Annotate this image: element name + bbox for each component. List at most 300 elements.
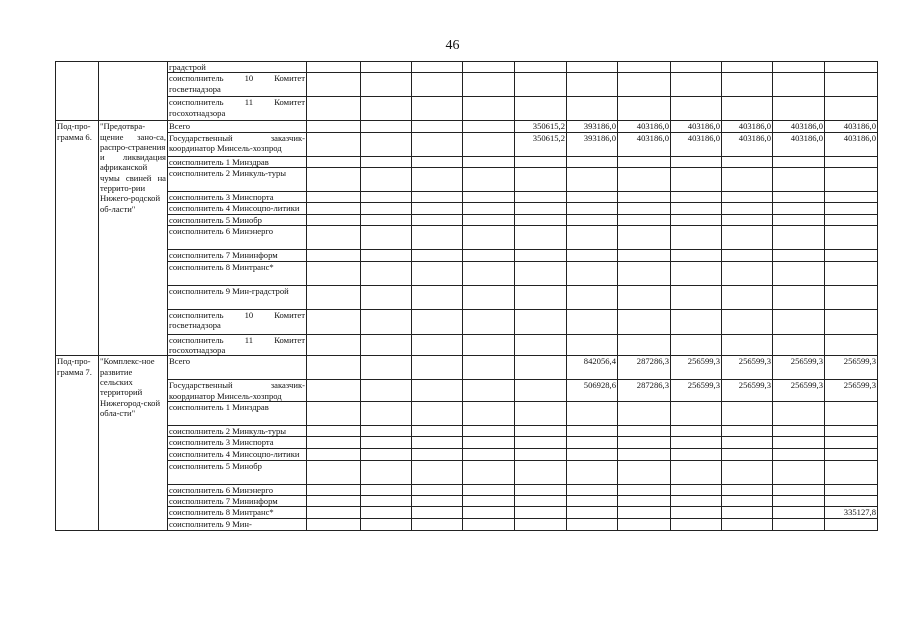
empty-cell	[671, 261, 722, 285]
empty-cell	[307, 62, 361, 73]
responsible-cell: соисполнитель 9 Мин-градстрой	[168, 285, 307, 309]
empty-cell	[618, 460, 671, 484]
empty-cell	[307, 507, 361, 519]
empty-cell	[361, 250, 412, 261]
empty-cell	[307, 380, 361, 402]
empty-cell	[307, 250, 361, 261]
empty-cell	[671, 460, 722, 484]
empty-cell	[567, 401, 618, 425]
value-cell: 506928,6	[567, 380, 618, 402]
empty-cell	[361, 97, 412, 121]
value-cell: 403186,0	[671, 121, 722, 132]
empty-cell	[671, 437, 722, 449]
empty-cell	[361, 62, 412, 73]
empty-cell	[671, 73, 722, 97]
empty-cell	[567, 507, 618, 519]
empty-cell	[361, 73, 412, 97]
empty-cell	[671, 191, 722, 202]
empty-cell	[773, 484, 825, 495]
empty-cell	[515, 156, 567, 167]
empty-cell	[463, 334, 515, 356]
empty-cell	[618, 73, 671, 97]
empty-cell	[671, 334, 722, 356]
table-row	[56, 132, 878, 156]
empty-cell	[412, 507, 463, 519]
empty-cell	[773, 261, 825, 285]
empty-cell	[463, 203, 515, 215]
table-row	[56, 495, 878, 506]
empty-cell	[361, 484, 412, 495]
value-cell: 256599,3	[722, 380, 773, 402]
empty-cell	[825, 401, 878, 425]
empty-cell	[773, 460, 825, 484]
empty-cell	[825, 285, 878, 309]
empty-cell	[463, 356, 515, 380]
table-row	[56, 62, 878, 73]
empty-cell	[618, 401, 671, 425]
empty-cell	[515, 191, 567, 202]
responsible-cell: соисполнитель 1 Минздрав	[168, 156, 307, 167]
empty-cell	[825, 334, 878, 356]
value-cell: 393186,0	[567, 121, 618, 132]
value-cell: 403186,0	[773, 132, 825, 156]
empty-cell	[618, 495, 671, 506]
empty-cell	[773, 334, 825, 356]
empty-cell	[361, 334, 412, 356]
empty-cell	[567, 495, 618, 506]
empty-cell	[567, 167, 618, 191]
empty-cell	[567, 334, 618, 356]
empty-cell	[412, 226, 463, 250]
empty-cell	[463, 507, 515, 519]
empty-cell	[825, 203, 878, 215]
value-cell: 393186,0	[567, 132, 618, 156]
empty-cell	[825, 261, 878, 285]
table-row	[56, 437, 878, 449]
empty-cell	[515, 250, 567, 261]
empty-cell	[515, 460, 567, 484]
empty-cell	[618, 215, 671, 226]
empty-cell	[515, 285, 567, 309]
empty-cell	[361, 437, 412, 449]
empty-cell	[618, 226, 671, 250]
empty-cell	[361, 401, 412, 425]
empty-cell	[515, 309, 567, 334]
empty-cell	[671, 226, 722, 250]
responsible-cell: Государственный заказчик-координатор Минсель-хозпрод	[169, 380, 305, 401]
empty-cell	[722, 73, 773, 97]
empty-cell	[463, 62, 515, 73]
empty-cell	[307, 356, 361, 380]
empty-cell	[515, 97, 567, 121]
empty-cell	[412, 250, 463, 261]
responsible-cell: соисполнитель 4 Минсоцпо-литики	[168, 203, 307, 215]
table-row	[56, 261, 878, 285]
empty-cell	[722, 191, 773, 202]
empty-cell	[307, 437, 361, 449]
empty-cell	[773, 203, 825, 215]
responsible-cell: соисполнитель 3 Минспорта	[168, 437, 307, 449]
empty-cell	[412, 203, 463, 215]
empty-cell	[412, 334, 463, 356]
responsible-cell: соисполнитель 11 Комитет госохотнадзора	[168, 97, 307, 121]
responsible-cell: соисполнитель 3 Минспорта	[168, 191, 307, 202]
empty-cell	[463, 261, 515, 285]
empty-cell	[361, 380, 412, 402]
table-row	[56, 401, 878, 425]
value-cell: 256599,3	[671, 380, 722, 402]
table-row	[56, 250, 878, 261]
empty-cell	[618, 203, 671, 215]
empty-cell	[618, 425, 671, 436]
empty-cell	[463, 132, 515, 156]
empty-cell	[412, 495, 463, 506]
empty-cell	[722, 309, 773, 334]
value-cell: 256599,3	[773, 356, 825, 380]
table-row	[56, 334, 878, 356]
empty-cell	[722, 167, 773, 191]
empty-cell	[463, 449, 515, 460]
empty-cell	[307, 519, 361, 531]
empty-cell	[463, 97, 515, 121]
value-cell: 403186,0	[773, 121, 825, 132]
empty-cell	[307, 191, 361, 202]
empty-cell	[618, 261, 671, 285]
empty-cell	[463, 460, 515, 484]
empty-cell	[412, 156, 463, 167]
empty-cell	[463, 285, 515, 309]
empty-cell	[307, 449, 361, 460]
empty-cell	[825, 62, 878, 73]
value-cell: 287286,3	[618, 356, 671, 380]
responsible-cell: соисполнитель 5 Минобр	[168, 215, 307, 226]
empty-cell	[618, 156, 671, 167]
empty-cell	[618, 484, 671, 495]
empty-cell	[412, 261, 463, 285]
empty-cell	[722, 250, 773, 261]
empty-cell	[412, 97, 463, 121]
value-cell: 256599,3	[671, 356, 722, 380]
empty-cell	[361, 460, 412, 484]
empty-cell	[722, 203, 773, 215]
empty-cell	[671, 167, 722, 191]
empty-cell	[722, 519, 773, 531]
empty-cell	[722, 97, 773, 121]
empty-cell	[412, 484, 463, 495]
empty-cell	[773, 285, 825, 309]
table-row	[56, 226, 878, 250]
table-row	[56, 380, 878, 402]
value-cell: 335127,8	[825, 507, 878, 519]
empty-cell	[825, 425, 878, 436]
empty-cell	[412, 132, 463, 156]
empty-cell	[515, 437, 567, 449]
empty-cell	[463, 226, 515, 250]
empty-cell	[722, 226, 773, 250]
empty-cell	[361, 191, 412, 202]
empty-cell	[567, 460, 618, 484]
table-row	[56, 460, 878, 484]
empty-cell	[412, 449, 463, 460]
empty-cell	[361, 495, 412, 506]
empty-cell	[515, 425, 567, 436]
empty-cell	[412, 437, 463, 449]
empty-cell	[361, 285, 412, 309]
empty-cell	[515, 334, 567, 356]
empty-cell	[515, 484, 567, 495]
empty-cell	[671, 401, 722, 425]
empty-cell	[773, 449, 825, 460]
empty-cell	[307, 226, 361, 250]
empty-cell	[722, 460, 773, 484]
program-label-cell	[56, 62, 99, 121]
empty-cell	[567, 309, 618, 334]
empty-cell	[515, 401, 567, 425]
empty-cell	[412, 215, 463, 226]
table-row	[56, 356, 878, 380]
value-cell: 403186,0	[722, 132, 773, 156]
empty-cell	[515, 507, 567, 519]
empty-cell	[361, 425, 412, 436]
empty-cell	[412, 380, 463, 402]
empty-cell	[515, 380, 567, 402]
empty-cell	[671, 62, 722, 73]
responsible-cell: соисполнитель 4 Минсоцпо-литики	[168, 449, 307, 460]
empty-cell	[412, 309, 463, 334]
empty-cell	[773, 401, 825, 425]
empty-cell	[825, 226, 878, 250]
empty-cell	[412, 425, 463, 436]
empty-cell	[463, 121, 515, 132]
value-cell: 256599,3	[825, 356, 878, 380]
empty-cell	[825, 309, 878, 334]
empty-cell	[515, 519, 567, 531]
empty-cell	[463, 73, 515, 97]
empty-cell	[412, 460, 463, 484]
responsible-cell: соисполнитель 10 Комитет госветнадзора	[168, 309, 307, 334]
empty-cell	[307, 484, 361, 495]
empty-cell	[567, 97, 618, 121]
empty-cell	[361, 132, 412, 156]
empty-cell	[773, 519, 825, 531]
empty-cell	[515, 73, 567, 97]
responsible-cell: соисполнитель 2 Минкуль-туры	[168, 425, 307, 436]
responsible-cell: градстрой	[168, 62, 307, 73]
value-cell: 403186,0	[825, 132, 878, 156]
empty-cell	[567, 519, 618, 531]
responsible-cell: соисполнитель 5 Минобр	[168, 460, 307, 484]
empty-cell	[671, 285, 722, 309]
empty-cell	[773, 437, 825, 449]
empty-cell	[412, 401, 463, 425]
empty-cell	[671, 250, 722, 261]
empty-cell	[671, 495, 722, 506]
empty-cell	[825, 460, 878, 484]
empty-cell	[412, 191, 463, 202]
table-row	[56, 121, 878, 132]
table-row	[56, 519, 878, 531]
empty-cell	[463, 156, 515, 167]
empty-cell	[463, 484, 515, 495]
empty-cell	[671, 425, 722, 436]
empty-cell	[567, 203, 618, 215]
empty-cell	[722, 334, 773, 356]
empty-cell	[722, 495, 773, 506]
empty-cell	[463, 250, 515, 261]
empty-cell	[567, 62, 618, 73]
empty-cell	[567, 226, 618, 250]
empty-cell	[618, 334, 671, 356]
empty-cell	[773, 191, 825, 202]
empty-cell	[463, 191, 515, 202]
empty-cell	[307, 334, 361, 356]
empty-cell	[307, 132, 361, 156]
program-name-cell: "Комплекс-ное развитие сельских территорий Нижегород-ской обла-сти"	[99, 356, 168, 531]
empty-cell	[825, 495, 878, 506]
empty-cell	[722, 425, 773, 436]
empty-cell	[412, 285, 463, 309]
empty-cell	[825, 484, 878, 495]
empty-cell	[412, 356, 463, 380]
empty-cell	[463, 215, 515, 226]
empty-cell	[722, 507, 773, 519]
empty-cell	[773, 156, 825, 167]
empty-cell	[412, 519, 463, 531]
value-cell: 403186,0	[618, 121, 671, 132]
empty-cell	[515, 449, 567, 460]
empty-cell	[412, 62, 463, 73]
empty-cell	[618, 285, 671, 309]
empty-cell	[825, 156, 878, 167]
empty-cell	[567, 215, 618, 226]
empty-cell	[361, 121, 412, 132]
value-cell: 403186,0	[618, 132, 671, 156]
empty-cell	[361, 203, 412, 215]
empty-cell	[515, 495, 567, 506]
empty-cell	[618, 449, 671, 460]
empty-cell	[307, 97, 361, 121]
table-row	[56, 97, 878, 121]
program-name-cell: "Предотвра-щение зано-са, распро-странения и ликвидация африканской чумы свиней на террито-рии Нижего-родской об-ласти"	[99, 121, 168, 356]
table-row	[56, 449, 878, 460]
empty-cell	[671, 203, 722, 215]
empty-cell	[773, 62, 825, 73]
empty-cell	[618, 250, 671, 261]
empty-cell	[307, 261, 361, 285]
table-row	[56, 215, 878, 226]
value-cell: 350615,2	[515, 121, 567, 132]
empty-cell	[618, 97, 671, 121]
empty-cell	[412, 167, 463, 191]
value-cell: 842056,4	[567, 356, 618, 380]
empty-cell	[825, 191, 878, 202]
empty-cell	[567, 250, 618, 261]
empty-cell	[515, 261, 567, 285]
empty-cell	[307, 121, 361, 132]
empty-cell	[307, 425, 361, 436]
empty-cell	[618, 62, 671, 73]
responsible-cell: Государственный заказчик-координатор Минсель-хозпрод	[168, 132, 307, 156]
empty-cell	[773, 215, 825, 226]
empty-cell	[773, 73, 825, 97]
empty-cell	[307, 401, 361, 425]
value-cell: 403186,0	[722, 121, 773, 132]
value-cell: 256599,3	[825, 380, 878, 402]
empty-cell	[361, 449, 412, 460]
empty-cell	[361, 519, 412, 531]
responsible-cell: соисполнитель 2 Минкуль-туры	[168, 167, 307, 191]
empty-cell	[463, 425, 515, 436]
empty-cell	[671, 484, 722, 495]
empty-cell	[515, 356, 567, 380]
empty-cell	[722, 484, 773, 495]
empty-cell	[671, 215, 722, 226]
empty-cell	[618, 507, 671, 519]
empty-cell	[825, 250, 878, 261]
empty-cell	[567, 449, 618, 460]
empty-cell	[463, 437, 515, 449]
program-label-cell: Под-про-грамма 6.	[56, 121, 99, 356]
table-row	[56, 484, 878, 495]
empty-cell	[361, 167, 412, 191]
empty-cell	[722, 285, 773, 309]
empty-cell	[361, 356, 412, 380]
empty-cell	[618, 191, 671, 202]
budget-table	[55, 61, 878, 531]
responsible-cell: соисполнитель 6 Минэнерго	[168, 484, 307, 495]
empty-cell	[412, 73, 463, 97]
empty-cell	[463, 519, 515, 531]
empty-cell	[463, 167, 515, 191]
empty-cell	[722, 215, 773, 226]
empty-cell	[671, 519, 722, 531]
empty-cell	[307, 156, 361, 167]
responsible-cell: Всего	[168, 356, 307, 380]
empty-cell	[567, 156, 618, 167]
empty-cell	[567, 73, 618, 97]
value-cell: 350615,2	[515, 132, 567, 156]
empty-cell	[515, 203, 567, 215]
empty-cell	[361, 309, 412, 334]
program-name-cell	[99, 62, 168, 121]
empty-cell	[722, 437, 773, 449]
empty-cell	[567, 285, 618, 309]
empty-cell	[515, 167, 567, 191]
empty-cell	[618, 167, 671, 191]
responsible-cell: соисполнитель 7 Мининформ	[168, 250, 307, 261]
empty-cell	[671, 449, 722, 460]
value-cell: 403186,0	[825, 121, 878, 132]
empty-cell	[618, 309, 671, 334]
empty-cell	[671, 507, 722, 519]
table-row	[56, 285, 878, 309]
empty-cell	[361, 156, 412, 167]
empty-cell	[567, 191, 618, 202]
empty-cell	[618, 519, 671, 531]
empty-cell	[722, 62, 773, 73]
empty-cell	[825, 519, 878, 531]
value-cell: 256599,3	[722, 356, 773, 380]
value-cell: 287286,3	[618, 380, 671, 402]
empty-cell	[825, 97, 878, 121]
empty-cell	[773, 425, 825, 436]
empty-cell	[361, 261, 412, 285]
table-row	[56, 156, 878, 167]
table-row	[56, 309, 878, 334]
empty-cell	[722, 401, 773, 425]
empty-cell	[307, 495, 361, 506]
responsible-cell: соисполнитель 7 Мининформ	[168, 495, 307, 506]
